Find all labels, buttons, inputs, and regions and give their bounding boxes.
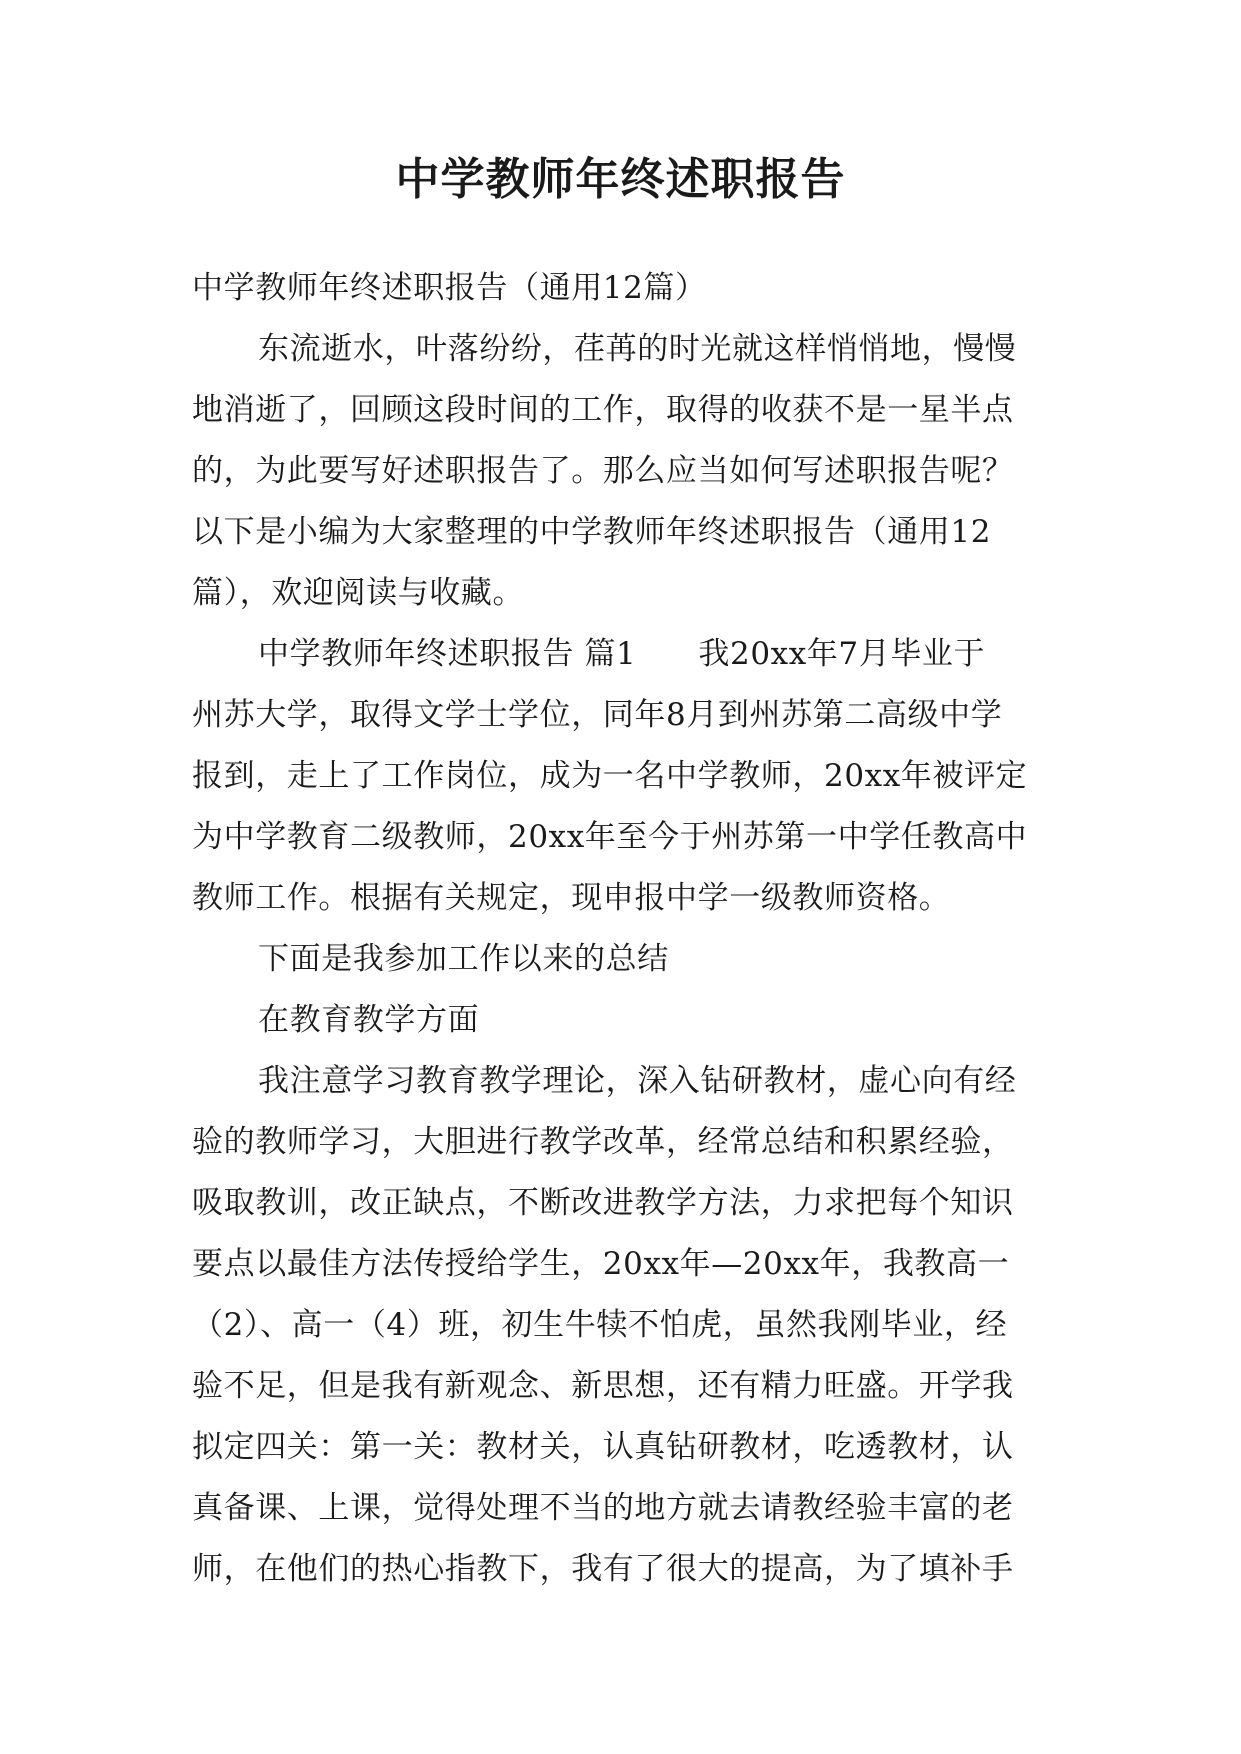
body-line-section-heading <box>192 624 1072 685</box>
body-line: 为中学教育二级教师，20xx年至今于州苏第一中学任教高中 <box>192 819 1028 855</box>
body-line: （2）、高一（4）班，初生牛犊不怕虎，虽然我刚毕业，经 <box>192 1307 1008 1343</box>
body-line: 教师工作。根据有关规定，现申报中学一级教师资格。 <box>192 880 951 916</box>
body-line: 验的教师学习，大胆进行教学改革，经常总结和积累经验， <box>192 1124 1014 1160</box>
body-line: 东流逝水，叶落纷纷，荏苒的时光就这样悄悄地，慢慢 <box>258 331 1017 367</box>
body-line: 州苏大学，取得文学士学位，同年8月到州苏第二高级中学 <box>192 697 1003 733</box>
document-title: 中学教师年终述职报告 <box>395 154 846 205</box>
body-line: 我注意学习教育教学理论，深入钻研教材，虚心向有经 <box>258 1063 1017 1099</box>
body-line: 真备课、上课，觉得处理不当的地方就去请教经验丰富的老 <box>192 1490 1014 1526</box>
body-line: 验不足，但是我有新观念、新思想，还有精力旺盛。开学我 <box>192 1368 1014 1404</box>
body-line: 中学教师年终述职报告（通用12篇） <box>192 270 707 306</box>
body-line: 以下是小编为大家整理的中学教师年终述职报告（通用12 <box>192 514 992 550</box>
body-line: 篇），欢迎阅读与收藏。 <box>192 575 525 611</box>
body-line: 要点以最佳方法传授给学生，20xx年—20xx年，我教高一 <box>192 1246 1010 1282</box>
section-first-sentence: 我20xx年7月毕业于 <box>698 636 986 672</box>
body-line: 师，在他们的热心指教下，我有了很大的提高，为了填补手 <box>192 1551 1014 1587</box>
document-body <box>192 258 1072 1600</box>
body-line: 下面是我参加工作以来的总结 <box>258 941 669 977</box>
section-heading: 中学教师年终述职报告 篇1 <box>258 636 637 672</box>
body-line: 的，为此要写好述职报告了。那么应当如何写述职报告呢？ <box>192 453 1014 489</box>
body-line: 报到，走上了工作岗位，成为一名中学教师，20xx年被评定 <box>192 758 1028 794</box>
body-line: 地消逝了，回顾这段时间的工作，取得的收获不是一星半点 <box>192 392 1014 428</box>
body-line: 在教育教学方面 <box>258 1002 480 1038</box>
body-line: 拟定四关：第一关：教材关，认真钻研教材，吃透教材，认 <box>192 1429 1014 1465</box>
body-line: 吸取教训，改正缺点，不断改进教学方法，力求把每个知识 <box>192 1185 1014 1221</box>
